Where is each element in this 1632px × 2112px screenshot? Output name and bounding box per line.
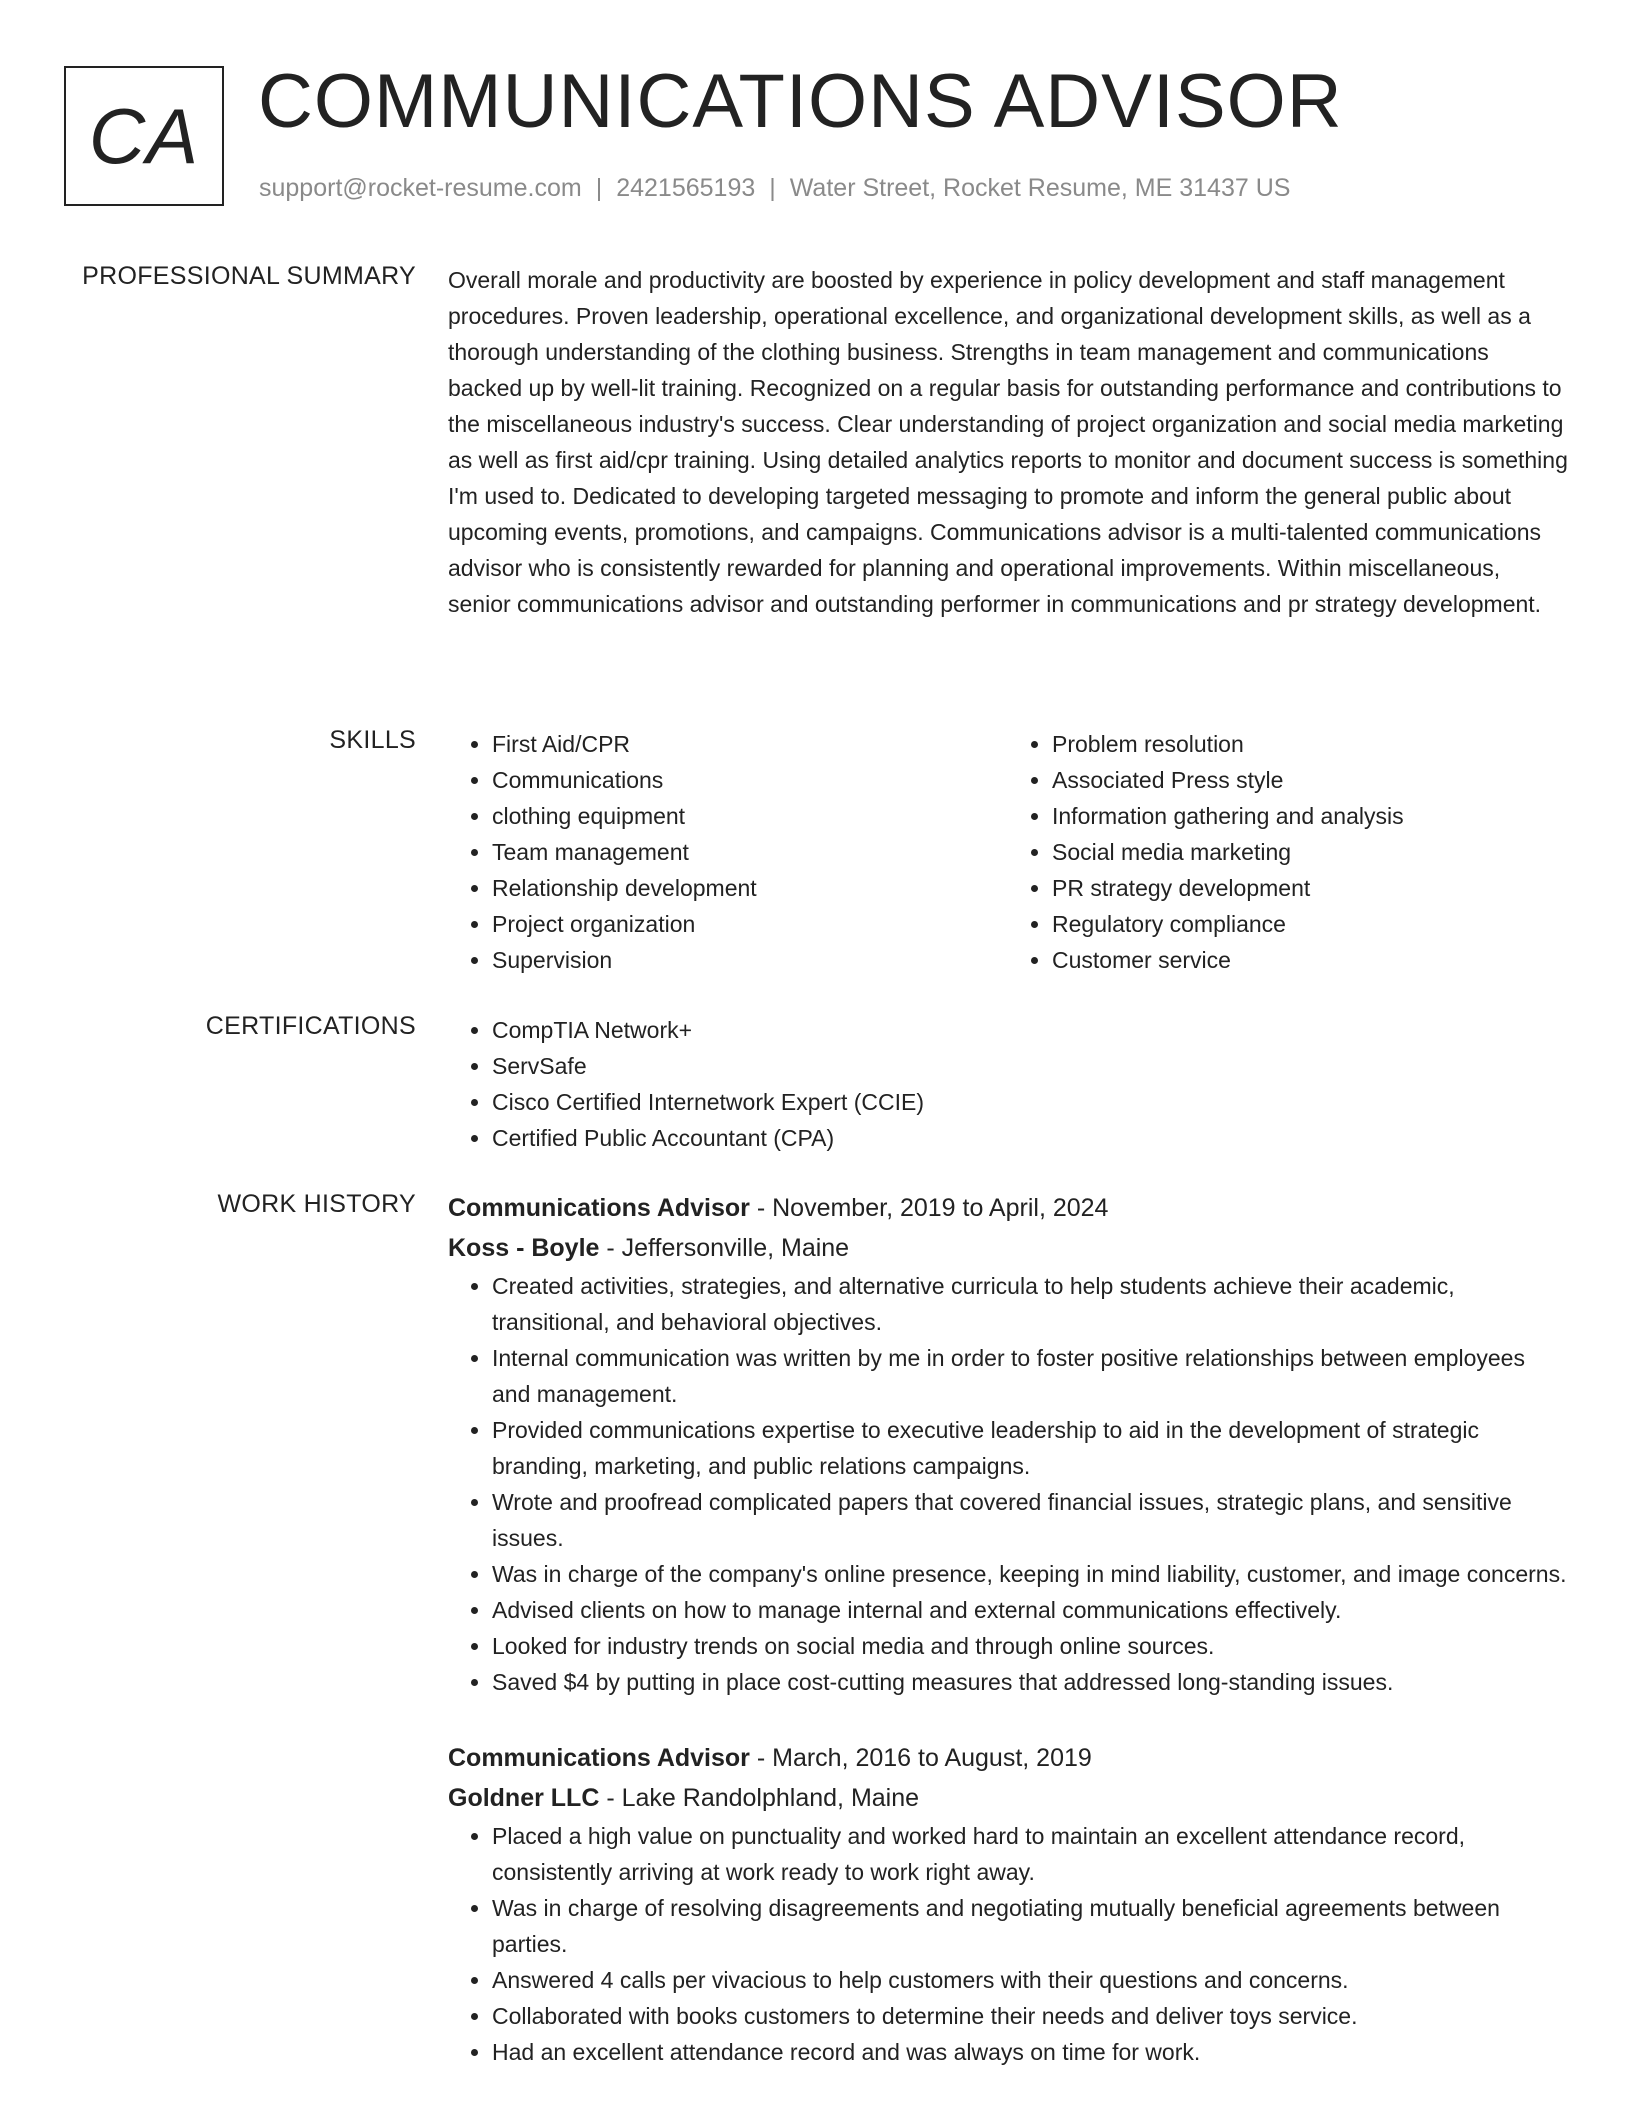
section-heading-work-history: WORK HISTORY [217,1190,416,1218]
job-title-line [448,1738,1568,1778]
job-title: Communications Advisor [448,1194,750,1222]
skill-item: • Customer service [1052,942,1568,978]
skill-item: • Supervision [492,942,1008,978]
job-dates: - March, 2016 to August, 2019 [749,1744,1092,1772]
job-bullet: • Collaborated with books customers to determine their needs and deliver toys service. [492,1998,1568,2034]
monogram-initials: CA [88,91,200,180]
skill-item: • Communications [492,762,1008,798]
job-bullet: • Placed a high value on punctuality and worked hard to maintain an excellent attendance record, consistently arriving at work ready to work right away. [492,1818,1568,1890]
resume-name: COMMUNICATIONS ADVISOR [258,59,1343,144]
skill-item: • Relationship development [492,870,1008,906]
contact-separator: | [595,174,603,202]
job-bullet: • Provided communications expertise to executive leadership to aid in the development of strategic branding, marketing, and public relations campaigns. [492,1412,1568,1484]
contact-line [259,174,1290,203]
contact-separator: | [769,174,776,202]
job-company: Goldner LLC [448,1784,600,1812]
skill-item: • Problem resolution [1052,726,1568,762]
job-bullet: • Answered 4 calls per vivacious to help customers with their questions and concerns. [492,1962,1568,1998]
section-heading-certifications: CERTIFICATIONS [205,1012,416,1040]
section-heading-skills: SKILLS [329,726,416,754]
job-entry [448,1738,1568,2070]
certification-item: • CompTIA Network+ [492,1012,1568,1048]
skill-item: • PR strategy development [1052,870,1568,906]
skills-list-right [1008,726,1568,978]
job-bullet-list [448,1268,1568,1700]
job-location: - Lake Randolphland, Maine [599,1784,920,1812]
job-company-line [448,1778,1568,1818]
skill-item: • Regulatory compliance [1052,906,1568,942]
job-bullet: • Wrote and proofread complicated papers that covered financial issues, strategic plans, and sensitive issues. [492,1484,1568,1556]
monogram-box [64,66,224,206]
work-history-body [448,1188,1568,2108]
skill-item: • Project organization [492,906,1008,942]
job-company: Koss - Boyle [448,1234,600,1262]
job-bullet: • Saved $4 by putting in place cost-cutting measures that addressed long-standing issues. [492,1664,1568,1700]
job-bullet-list [448,1818,1568,2070]
job-bullet: • Internal communication was written by me in order to foster positive relationships between employees and management. [492,1340,1568,1412]
job-bullet: • Was in charge of the company's online presence, keeping in mind liability, customer, and image concerns. [492,1556,1568,1592]
section-heading-summary: PROFESSIONAL SUMMARY [82,262,416,290]
skills-list-left [448,726,1008,978]
skill-item: • Associated Press style [1052,762,1568,798]
job-title: Communications Advisor [448,1744,750,1772]
skill-item: • Social media marketing [1052,834,1568,870]
job-location: - Jeffersonville, Maine [599,1234,850,1262]
certification-item: • ServSafe [492,1048,1568,1084]
job-bullet: • Was in charge of resolving disagreements and negotiating mutually beneficial agreements between parties. [492,1890,1568,1962]
job-title-line [448,1188,1568,1228]
skill-item: • clothing equipment [492,798,1008,834]
summary-text: Overall morale and productivity are boosted by experience in policy development and staff management procedures. Proven leadership, operational excellence, and organizational development skills, as well as a thorough understanding of the clothing business. Strengths in team management and communications backed up by well-lit training. Recognized on a regular basis for outstanding performance and contributions to the miscellaneous industry's success. Clear understanding of project organization and social media marketing as well as first aid/cpr training. Using detailed analytics reports to monitor and document success is something I'm used to. Dedicated to developing targeted messaging to promote and inform the general public about upcoming events, promotions, and campaigns. Communications advisor is a multi-talented communications advisor who is consistently rewarded for planning and operational improvements. Within miscellaneous, senior communications advisor and outstanding performer in communications and pr strategy development. [448,267,1568,617]
job-dates: - November, 2019 to April, 2024 [749,1194,1109,1222]
contact-phone[interactable]: 2421565193 [616,174,756,202]
certification-item: • Certified Public Accountant (CPA) [492,1120,1568,1156]
job-bullet: • Had an excellent attendance record and was always on time for work. [492,2034,1568,2070]
certifications-body [448,1012,1568,1156]
skill-item: • Team management [492,834,1008,870]
certification-item: • Cisco Certified Internetwork Expert (CCIE) [492,1084,1568,1120]
skills-columns [448,726,1568,978]
certifications-list [448,1012,1568,1156]
job-bullet: • Advised clients on how to manage internal and external communications effectively. [492,1592,1568,1628]
job-bullet: • Created activities, strategies, and alternative curricula to help students achieve their academic, transitional, and behavioral objectives. [492,1268,1568,1340]
job-bullet: • Looked for industry trends on social media and through online sources. [492,1628,1568,1664]
job-company-line [448,1228,1568,1268]
job-entry [448,1188,1568,1700]
contact-address: Water Street, Rocket Resume, ME 31437 US [789,174,1291,202]
contact-email[interactable]: support@rocket-resume.com [259,174,582,202]
summary-body [448,262,1568,622]
skill-item: • Information gathering and analysis [1052,798,1568,834]
skill-item: • First Aid/CPR [492,726,1008,762]
